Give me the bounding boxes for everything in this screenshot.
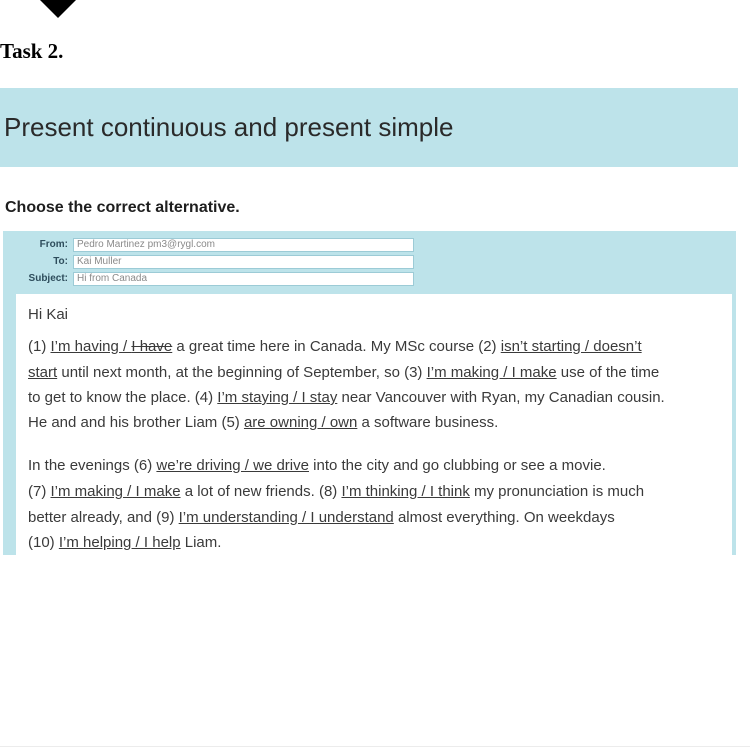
option-9[interactable]: I’m understanding / I understand [178, 509, 394, 526]
option-1-struck[interactable]: I have [131, 338, 173, 355]
option-7[interactable]: I’m making / I make [50, 483, 181, 500]
to-field: Kai Muller [73, 255, 414, 269]
text-segment: He and and his brother Liam (5) [28, 414, 244, 431]
p2-line-4 [28, 534, 221, 551]
text-segment: use of the time [556, 364, 660, 381]
subject-label: Subject: [28, 273, 68, 284]
p1-line-1 [28, 338, 642, 355]
text-segment: (7) [28, 483, 51, 500]
page-title: Present continuous and present simple [4, 112, 454, 142]
option-1[interactable]: I’m having / [50, 338, 132, 355]
text-segment: a great time here in Canada. My MSc course (2) [172, 338, 501, 355]
option-4[interactable]: I’m staying / I stay [217, 389, 338, 406]
p2-line-3 [28, 509, 615, 526]
option-10[interactable]: I’m helping / I help [58, 534, 181, 551]
task-heading: Task 2. [0, 39, 64, 63]
text-segment: (10) [28, 534, 59, 551]
text-segment: a lot of new friends. (8) [180, 483, 342, 500]
text-segment: Liam. [180, 534, 222, 551]
text-segment: a software business. [357, 414, 499, 431]
text-segment: my pronunciation is much [469, 483, 645, 500]
option-3[interactable]: I’m making / I make [426, 364, 557, 381]
instruction-text: Choose the correct alternative. [5, 199, 240, 216]
from-label: From: [39, 239, 68, 250]
down-arrow-icon [40, 0, 76, 18]
to-row [3, 255, 423, 270]
text-segment: In the evenings (6) [28, 457, 157, 474]
p1-line-4 [28, 414, 498, 431]
option-5[interactable]: are owning / own [243, 414, 358, 431]
option-2[interactable]: isn’t starting / doesn’t [500, 338, 642, 355]
text-segment: to get to know the place. (4) [28, 389, 218, 406]
p2-line-2 [28, 483, 644, 500]
subject-field: Hi from Canada [73, 272, 414, 286]
p1-line-3 [28, 389, 665, 406]
text-segment: until next month, at the beginning of September, so (3) [57, 364, 427, 381]
p1-line-2 [28, 364, 659, 381]
from-row [3, 238, 423, 253]
text-segment: near Vancouver with Ryan, my Canadian cousin. [337, 389, 665, 406]
from-field: Pedro Martinez pm3@rygl.com [73, 238, 414, 252]
greeting: Hi Kai [28, 306, 69, 323]
text-segment: into the city and go clubbing or see a movie. [308, 457, 606, 474]
text-segment: almost everything. On weekdays [393, 509, 615, 526]
text-segment: (1) [28, 338, 51, 355]
option-8[interactable]: I’m thinking / I think [341, 483, 470, 500]
option-6[interactable]: we’re driving / we drive [156, 457, 309, 474]
text-segment: better already, and (9) [28, 509, 179, 526]
option-2-cont[interactable]: start [28, 364, 58, 381]
to-label: To: [53, 256, 68, 267]
divider [0, 746, 750, 747]
subject-row [3, 272, 423, 287]
p2-line-1 [28, 457, 606, 474]
